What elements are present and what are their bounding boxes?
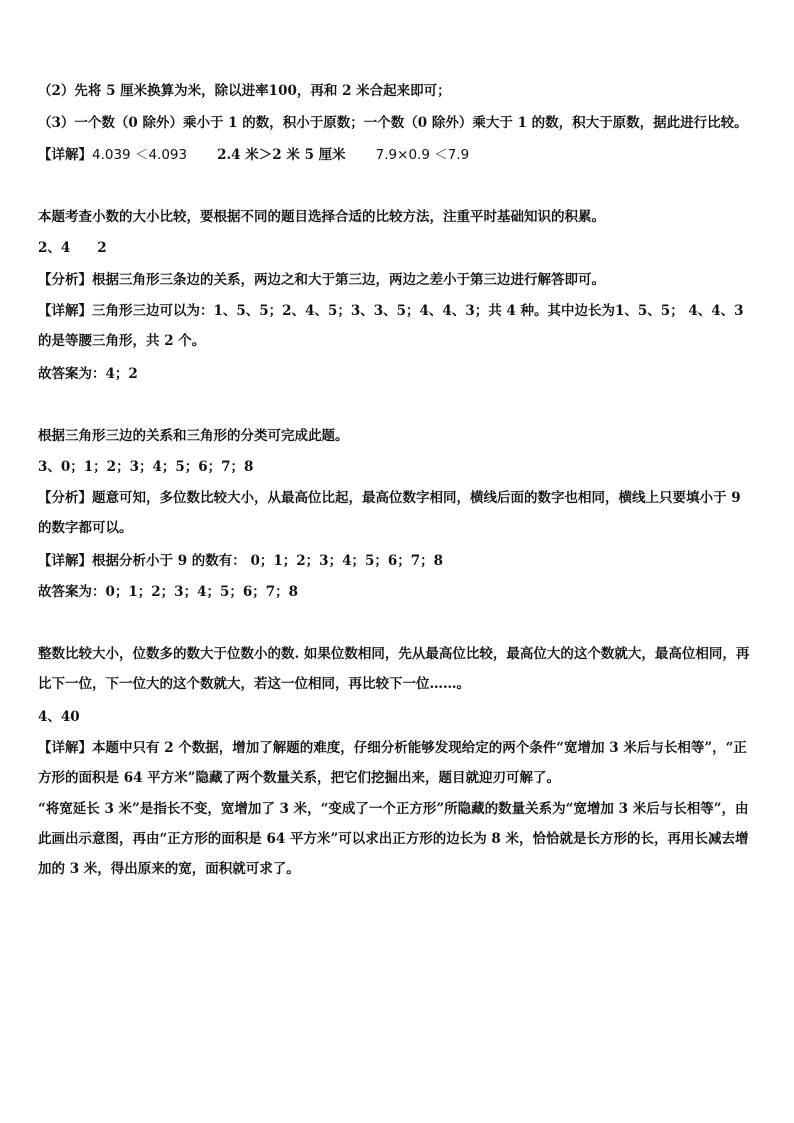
text-line: 故答案为：4；2: [38, 366, 138, 382]
text-paragraph: 整数比较大小，位数多的数大于位数小的数. 如果位数相同，先从最高位比较，最高位大的这个数就大，最高位相同，再比下一位，下一位大的这个数就大，若这一位相同，再比较下一位……。: [38, 646, 750, 692]
detail-tag: 【详解】: [38, 147, 92, 163]
comparison-2: 2.4 米＞2 米 5 厘米: [217, 147, 346, 163]
text-paragraph: 【详解】本题中只有 2 个数据，增加了解题的难度，仔细分析能够发现给定的两个条件“宽增加 3 米后与长相等”，“正方形的面积是 64 平方米”隐藏了两个数量关系，把它们挖掘出来，题目就迎刃可解了。: [38, 740, 747, 786]
text-line: 故答案为：0；1；2；3；4；5；6；7；8: [38, 584, 299, 600]
text-line: 本题考查小数的大小比较，要根据不同的题目选择合适的比较方法，注重平时基础知识的积累。: [38, 209, 605, 225]
text-line: 【详解】根据分析小于 9 的数有： 0；1；2；3；4；5；6；7；8: [38, 553, 444, 569]
text-line: 根据三角形三边的关系和三角形的分类可完成此题。: [38, 428, 349, 444]
text-paragraph: “将宽延长 3 米”是指长不变，宽增加了 3 米，“变成了一个正方形”所隐藏的数量关系为“宽增加 3 米后与长相等”，由此画出示意图，再由“正方形的面积是 64 平方米”可以求出正方形的边长为 8 米，恰恰就是长方形的长，再用长减去增加的 3 米，得出原来的宽，面积就可求了。: [38, 801, 749, 877]
text-line: （2）先将 5 厘米换算为米，除以进率100，再和 2 米合起来即可；: [38, 83, 451, 99]
answer-heading: 3、0；1；2；3；4；5；6；7；8: [38, 459, 254, 475]
answer-heading: 4、40: [38, 709, 80, 725]
text-line: 【分析】根据三角形三条边的关系，两边之和大于第三边，两边之差小于第三边进行解答即可。: [38, 272, 605, 288]
comparison-3: 7.9×0.9 ＜7.9: [375, 147, 470, 163]
detail-comparison-line: [38, 145, 756, 165]
text-paragraph: 【详解】三角形三边可以为：1、5、5；2、4、5；3、3、5；4、4、3；共 4 种。其中边长为1、5、5； 4、4、3 的是等腰三角形，共 2 个。: [38, 303, 744, 349]
comparison-1: 4.039 ＜4.093: [92, 147, 188, 163]
text-line: （3）一个数（0 除外）乘小于 1 的数，积小于原数；一个数（0 除外）乘大于 1 的数，积大于原数，据此进行比较。: [38, 115, 748, 131]
answer-heading: 2、4 2: [38, 240, 107, 256]
text-paragraph: 【分析】题意可知，多位数比较大小，从最高位比起，最高位数字相同，横线后面的数字也相同，横线上只要填小于 9 的数字都可以。: [38, 490, 741, 536]
